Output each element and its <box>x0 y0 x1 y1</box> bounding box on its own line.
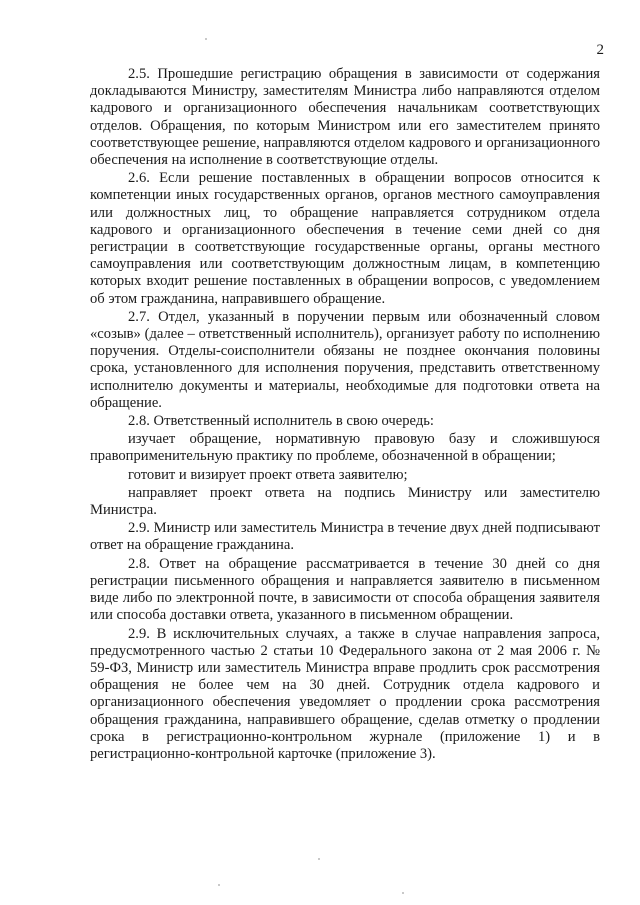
scan-speck <box>218 884 220 886</box>
page-number: 2 <box>596 42 604 58</box>
scan-speck <box>402 892 404 894</box>
paragraph-2-6: 2.6. Если решение поставленных в обращении вопросов относится к компетенции иных государственных органов, органов местного самоуправления или должностных лиц, то обращение направляется сотрудником отдела кадрового и организационного обеспечения в течение семи дней со дня регистрации в соответствующие государственные органы, органы местного самоуправления или соответствующим должностным лицам, в компетенцию которых входит решение поставленных в обращении вопросов, с уведомлением об этом гражданина, направившего обращение. <box>90 170 600 307</box>
document-body <box>90 66 600 764</box>
paragraph-2-8-response: 2.8. Ответ на обращение рассматривается в течение 30 дней со дня регистрации письменного обращения и направляется заявителю в письменном виде либо по электронной почте, в зависимости от способа обращения заявителя или способа доставки ответа, указанного в письменном обращении. <box>90 555 600 624</box>
list-item-study: изучает обращение, нормативную правовую базу и сложившуюся правоприменительную практику по проблеме, обозначенной в обращении; <box>90 431 600 465</box>
scan-speck <box>205 38 207 40</box>
paragraph-2-7: 2.7. Отдел, указанный в поручении первым или обозначенный словом «созыв» (далее – ответственный исполнитель), организует работу по исполнению поручения. Отделы-соисполнители обязаны не позднее окончания половины срока, установленного для исполнения поручения, представить ответственному исполнителю документы и материалы, необходимые для подготовки ответа на обращение. <box>90 308 600 411</box>
scan-speck <box>318 858 320 860</box>
paragraph-2-5: 2.5. Прошедшие регистрацию обращения в зависимости от содержания докладываются Министру, заместителям Министра либо направляются отделом кадрового и организационного обеспечения начальникам соответствующих отделов. Обращения, по которым Министром или его заместителем принято соответствующее решение, направляются отделом кадрового и организационного обеспечения на исполнение в соответствующие отделы. <box>90 66 600 169</box>
paragraph-2-8-intro: 2.8. Ответственный исполнитель в свою очередь: <box>128 413 434 430</box>
paragraph-2-9-extension: 2.9. В исключительных случаях, а также в случае направления запроса, предусмотренного частью 2 статьи 10 Федерального закона от 2 мая 2006 г. № 59-ФЗ, Министр или заместитель Министра вправе продлить срок рассмотрения обращения не более чем на 30 дней. Сотрудник отдела кадрового и организационного обеспечения уведомляет о продлении срока рассмотрения обращения гражданина, направившего обращение, сделав отметку о продлении срока в регистрационно-контрольном журнале (приложение 1) и в регистрационно-контрольной карточке (приложение 3). <box>90 625 600 762</box>
list-item-prepare: готовит и визирует проект ответа заявителю; <box>128 466 408 483</box>
list-item-send: направляет проект ответа на подпись Министру или заместителю Министра. <box>90 484 600 519</box>
paragraph-2-9-sign: 2.9. Министр или заместитель Министра в течение двух дней подписывают ответ на обращение гражданина. <box>90 520 600 554</box>
